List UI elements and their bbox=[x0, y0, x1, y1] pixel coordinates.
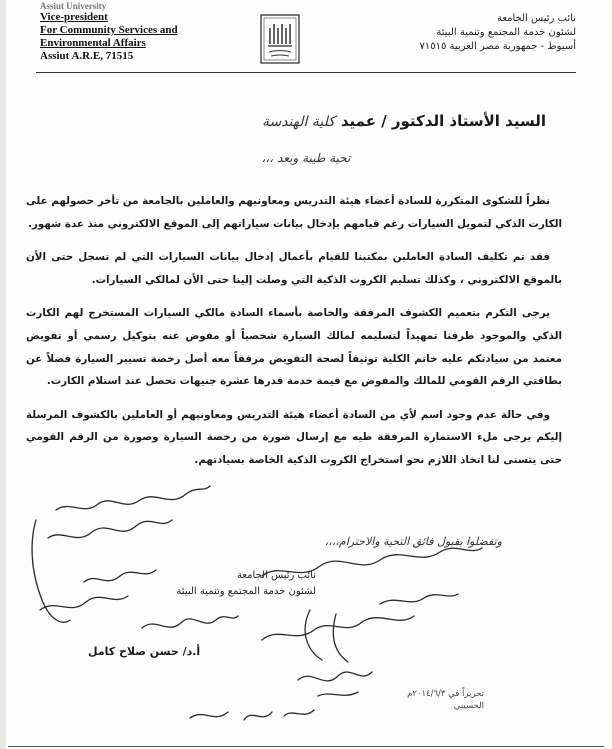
header-rule bbox=[36, 72, 576, 73]
header-arabic bbox=[336, 12, 576, 54]
handwritten-date bbox=[190, 710, 314, 720]
signature-title-line1: نائب رئيس الجامعة bbox=[236, 570, 316, 581]
addressee-handwritten: كلية الهندسة bbox=[261, 114, 335, 130]
handwritten-note-left-3 bbox=[84, 570, 156, 582]
paragraph-1: نظراً للشكوى المتكررة للسادة أعضاء هيئة التدريس ومعاونيهم والعاملين بالجامعة من تأخر حصولهم على الكارت الذكي لتمويل السيارات رغم قيامهم بإدخال بيانات سياراتهم إلى الموقع الالكتروني منذ عدة شهور. bbox=[26, 195, 562, 230]
handwritten-signature-bottom bbox=[298, 672, 372, 696]
issue-date-line1: تحريراً في ٢٠١٤/٦/٣م bbox=[407, 689, 484, 699]
paragraph-4: وفي حالة عدم وجود اسم لأي من السادة أعضاء هيئة التدريس ومعاونيهم أو العاملين بالكشوف المرسلة إليكم يرجى ملء الاستمارة المرفقة طيه مع إرسال صورة من رخصة السيارة وصورة من الرقم القومي حتى يتسنى لنا اتخاذ اللازم نحو استخراج الكروت الذكية الخاصة بسيادتهم. bbox=[26, 408, 562, 466]
header-english bbox=[40, 2, 240, 63]
header-ar-line3: أسيوط - جمهورية مصر العربية ٧١٥١٥ bbox=[419, 41, 576, 52]
signature-name: أ.د/ حسن صلاح كامل bbox=[88, 645, 201, 658]
footer-rule bbox=[8, 746, 604, 747]
paragraph-2: فقد تم تكليف السادة العاملين بمكتبنا للقيام بأعمال إدخال بيانات السيارات التي لم تسجل حتى الأن بالموقع الالكتروني ، وكذلك تسليم الكروت الذكية التي وصلت إلينا حتى الأن لمالكي السيارات. bbox=[26, 251, 562, 286]
issue-date-line2: الحسيني bbox=[453, 701, 484, 711]
university-seal-icon bbox=[260, 14, 300, 64]
handwritten-note-right-2 bbox=[380, 594, 458, 604]
addressee-printed: السيد الأستاذ الدكتور / عميد bbox=[340, 112, 546, 130]
header-ar-line1: نائب رئيس الجامعة bbox=[496, 13, 576, 24]
closing-line: وتفضلوا بقبول فائق التحية والاحترام،،،، bbox=[324, 535, 502, 548]
header-en-line5: Assiut A.R.E, 71515 bbox=[40, 50, 134, 62]
issue-date bbox=[407, 688, 484, 712]
page-edge bbox=[0, 0, 6, 749]
handwritten-note-left-4 bbox=[40, 596, 128, 610]
handwritten-loop-left bbox=[32, 520, 70, 622]
header-en-line4: Environmental Affairs bbox=[40, 37, 146, 49]
greeting: تحية طيبة وبعد ،،، bbox=[261, 151, 351, 165]
handwritten-note-left-2 bbox=[48, 520, 172, 538]
signature-title bbox=[176, 568, 316, 600]
header-en-line3: For Community Services and bbox=[40, 24, 178, 36]
letter-body bbox=[26, 190, 562, 483]
paragraph-3: يرجى التكرم بتعميم الكشوف المرفقة والخاصة بأسماء السادة مالكي السيارات المستخرج لهم الكارت الذكي والموجود طرفنا تمهيداً لتسليمه لمالك السيارة شخصياً أو مفوض عنه بتوكيل رسمي أو تفويض معتمد من سيادتكم عليه خاتم الكلية توثيقاً لصحة التفويض مرفقاً معه أصل رخصة تسيير السيارة فضلاً عن بطاقتي الرقم القومي للمالك والمفوض مع قيمة خدمة قدرها عشرة جنيهات تحصل عند استلام الكارت. bbox=[26, 307, 562, 388]
handwritten-signature-main bbox=[142, 616, 238, 628]
addressee bbox=[262, 112, 546, 130]
header-en-line2: Vice-president bbox=[40, 11, 108, 23]
handwritten-note-left-1 bbox=[56, 486, 210, 510]
handwritten-note-right-3 bbox=[262, 616, 414, 640]
signature-title-line2: لشئون خدمة المجتمع وتنمية البيئة bbox=[176, 586, 316, 597]
handwritten-scribble-right bbox=[305, 610, 348, 662]
header-ar-line2: لشئون خدمة المجتمع وتنمية البيئة bbox=[436, 27, 576, 38]
header-en-line1: Assiut University bbox=[40, 1, 107, 11]
